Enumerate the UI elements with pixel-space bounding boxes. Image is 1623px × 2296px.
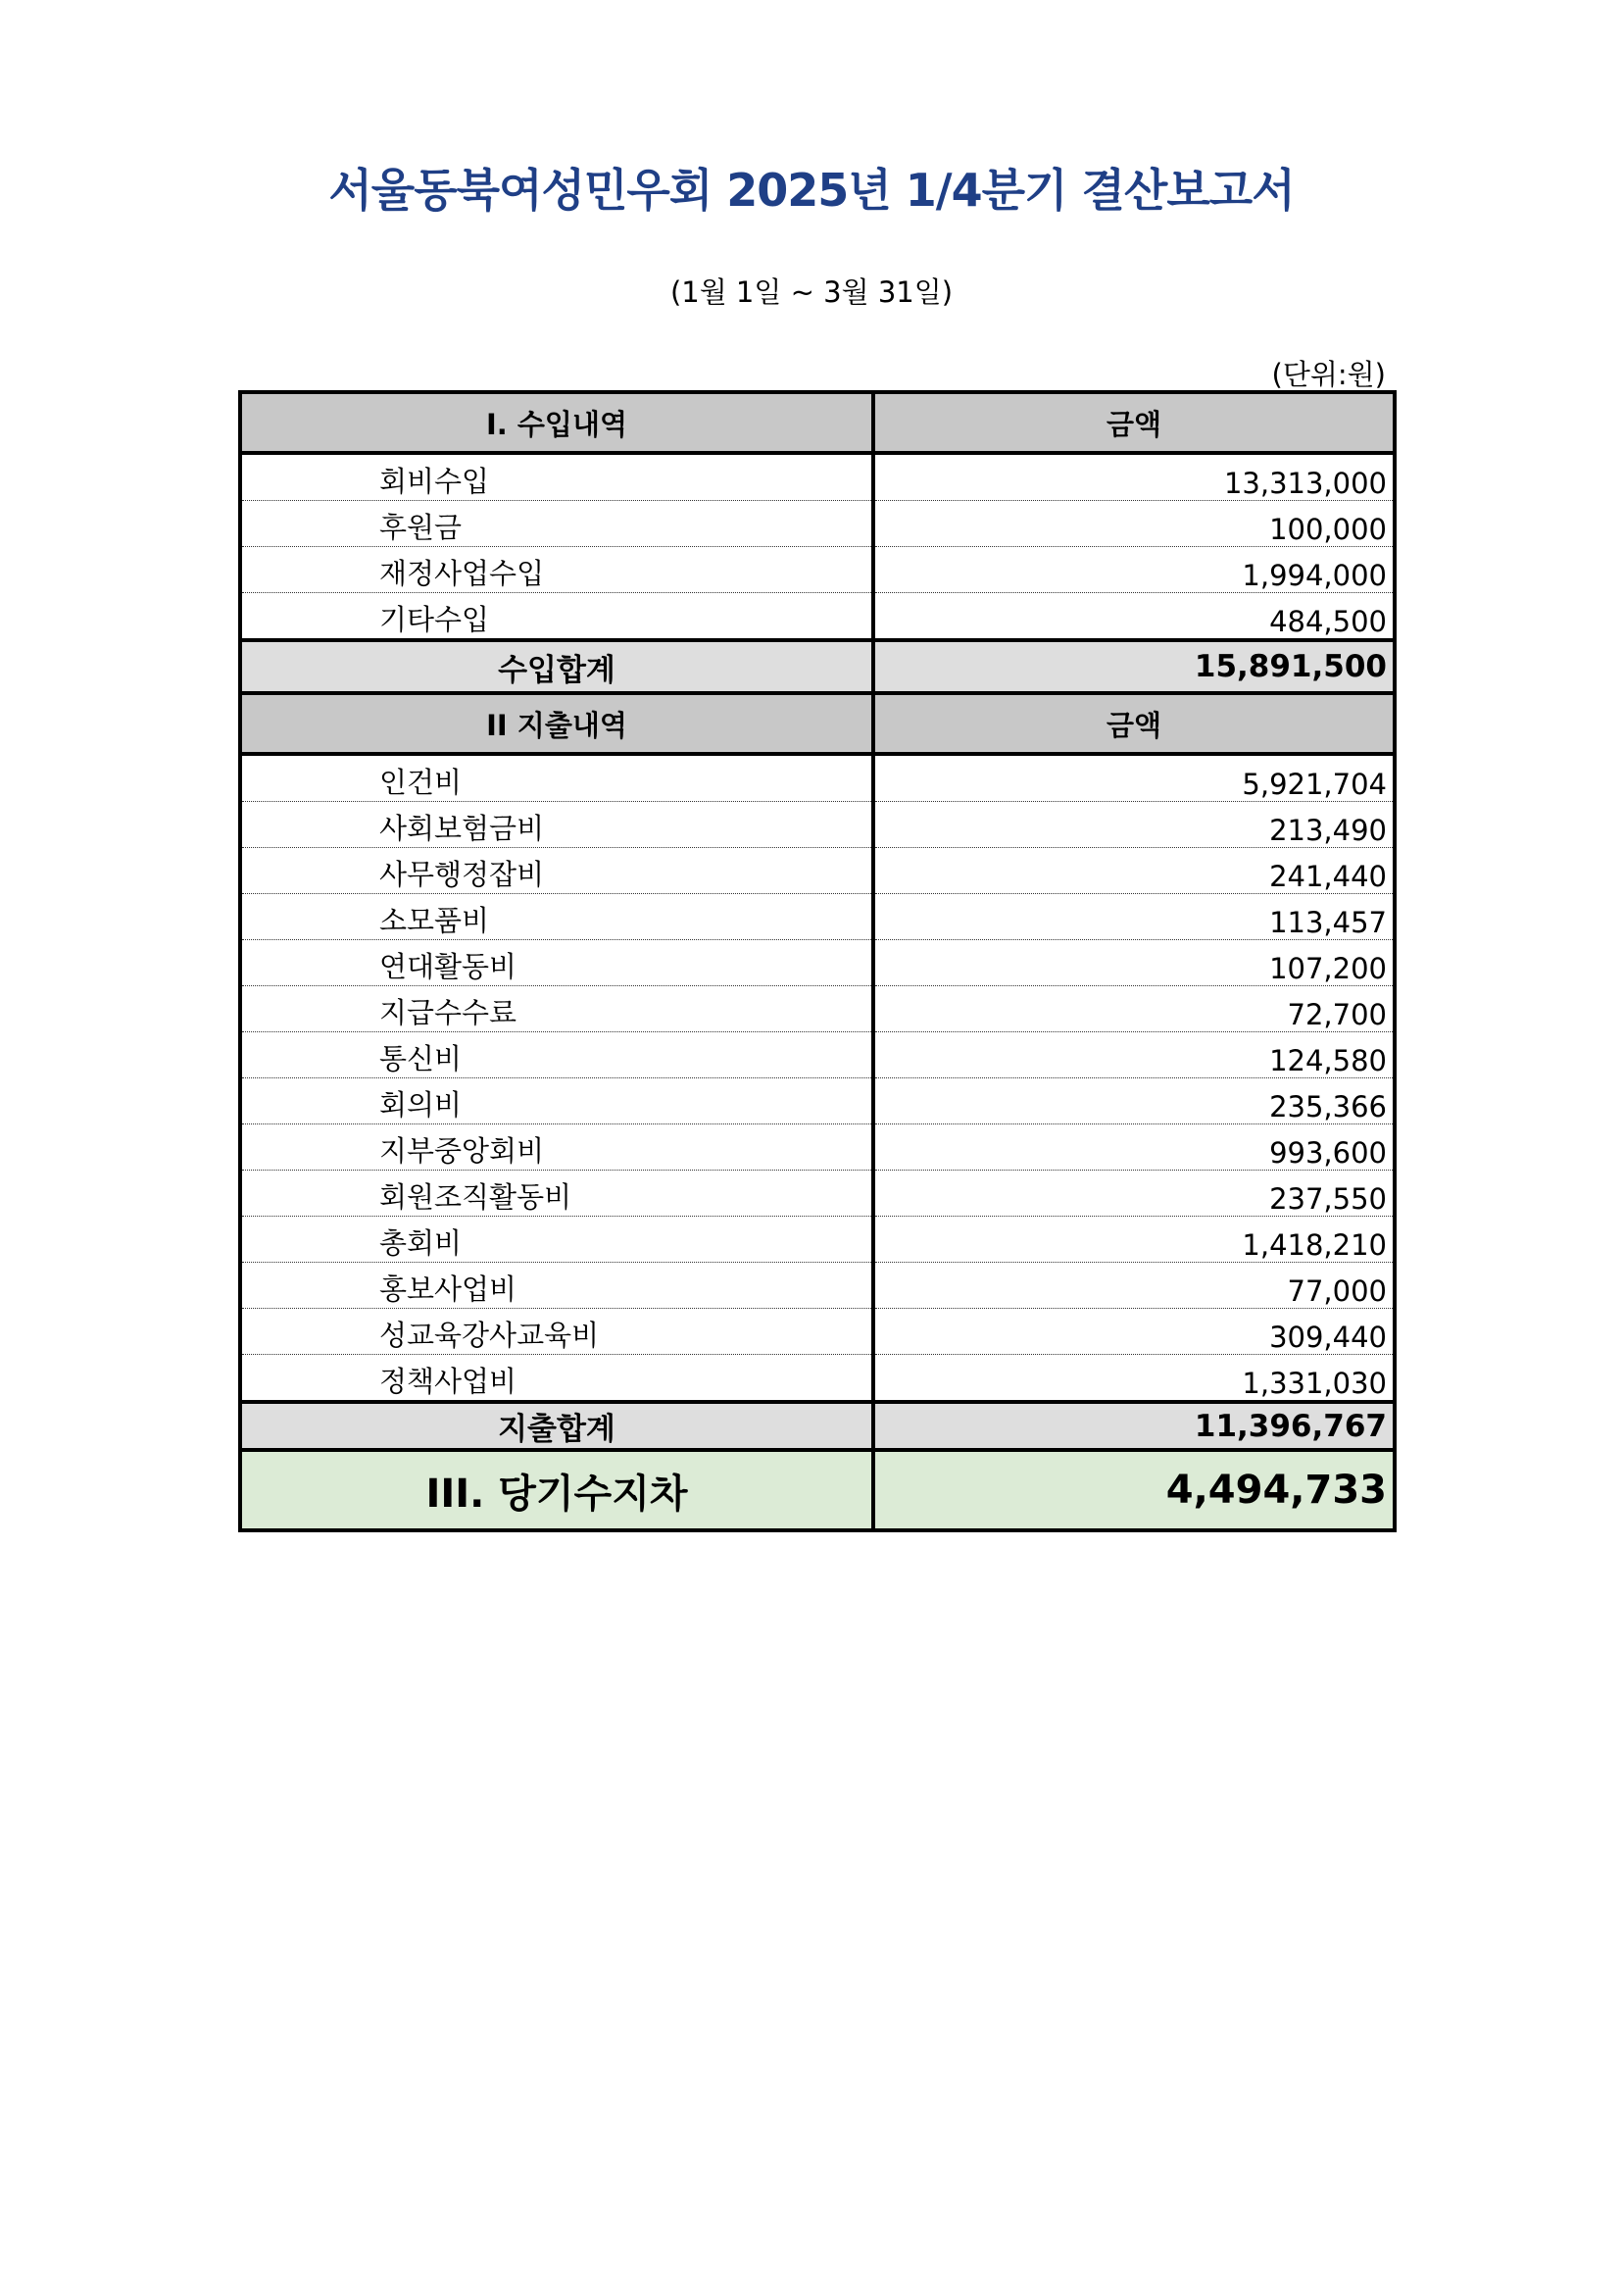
- table-row: [240, 1171, 1395, 1217]
- item-amount: 107,200: [873, 940, 1395, 986]
- table-row: [240, 848, 1395, 894]
- unit-label: (단위:원): [1271, 358, 1386, 391]
- table-row: [240, 1078, 1395, 1124]
- table-row: [240, 1355, 1395, 1403]
- table-row: [240, 986, 1395, 1032]
- item-name: 회의비: [240, 1078, 873, 1124]
- item-name: 소모품비: [240, 894, 873, 940]
- expense-total-row: [240, 1402, 1395, 1450]
- table-row: [240, 593, 1395, 641]
- item-amount: 77,000: [873, 1263, 1395, 1309]
- item-amount: 993,600: [873, 1124, 1395, 1171]
- item-name: 사회보험금비: [240, 802, 873, 848]
- item-amount: 5,921,704: [873, 754, 1395, 802]
- item-name: 회비수입: [240, 453, 873, 501]
- item-amount: 1,331,030: [873, 1355, 1395, 1403]
- table-row: [240, 894, 1395, 940]
- item-amount: 72,700: [873, 986, 1395, 1032]
- item-amount: 235,366: [873, 1078, 1395, 1124]
- item-name: 성교육강사교육비: [240, 1309, 873, 1355]
- income-amount-header: 금액: [873, 392, 1395, 453]
- balance-row: [240, 1450, 1395, 1530]
- settlement-table: [238, 390, 1397, 1532]
- item-name: 총회비: [240, 1217, 873, 1263]
- report-title: 서울동북여성민우회 2025년 1/4분기 결산보고서: [328, 164, 1295, 217]
- item-amount: 13,313,000: [873, 453, 1395, 501]
- expense-total-label: 지출합계: [240, 1402, 873, 1450]
- table-row: [240, 1032, 1395, 1078]
- table-row: [240, 501, 1395, 547]
- table-row: [240, 1263, 1395, 1309]
- table-row: [240, 1217, 1395, 1263]
- table-row: [240, 1309, 1395, 1355]
- item-name: 후원금: [240, 501, 873, 547]
- income-total-row: [240, 640, 1395, 693]
- item-name: 사무행정잡비: [240, 848, 873, 894]
- table-row: [240, 802, 1395, 848]
- item-amount: 1,994,000: [873, 547, 1395, 593]
- table-row: [240, 1124, 1395, 1171]
- item-name: 재정사업수입: [240, 547, 873, 593]
- item-amount: 484,500: [873, 593, 1395, 641]
- balance-label: III. 당기수지차: [240, 1450, 873, 1530]
- income-total-label: 수입합계: [240, 640, 873, 693]
- item-name: 통신비: [240, 1032, 873, 1078]
- table-row: [240, 453, 1395, 501]
- table-row: [240, 940, 1395, 986]
- expense-total-amount: 11,396,767: [873, 1402, 1395, 1450]
- item-amount: 100,000: [873, 501, 1395, 547]
- item-name: 회원조직활동비: [240, 1171, 873, 1217]
- item-name: 기타수입: [240, 593, 873, 641]
- expense-header-row: [240, 693, 1395, 754]
- item-name: 인건비: [240, 754, 873, 802]
- item-amount: 213,490: [873, 802, 1395, 848]
- balance-amount: 4,494,733: [873, 1450, 1395, 1530]
- table-row: [240, 754, 1395, 802]
- report-period: (1월 1일 ~ 3월 31일): [669, 275, 954, 309]
- income-header-row: [240, 392, 1395, 453]
- item-amount: 237,550: [873, 1171, 1395, 1217]
- income-total-amount: 15,891,500: [873, 640, 1395, 693]
- item-amount: 113,457: [873, 894, 1395, 940]
- table-row: [240, 547, 1395, 593]
- income-section-header: I. 수입내역: [240, 392, 873, 453]
- expense-amount-header: 금액: [873, 693, 1395, 754]
- item-amount: 241,440: [873, 848, 1395, 894]
- item-name: 홍보사업비: [240, 1263, 873, 1309]
- item-name: 지급수수료: [240, 986, 873, 1032]
- item-amount: 124,580: [873, 1032, 1395, 1078]
- item-amount: 1,418,210: [873, 1217, 1395, 1263]
- item-name: 지부중앙회비: [240, 1124, 873, 1171]
- item-amount: 309,440: [873, 1309, 1395, 1355]
- item-name: 연대활동비: [240, 940, 873, 986]
- expense-section-header: II 지출내역: [240, 693, 873, 754]
- item-name: 정책사업비: [240, 1355, 873, 1403]
